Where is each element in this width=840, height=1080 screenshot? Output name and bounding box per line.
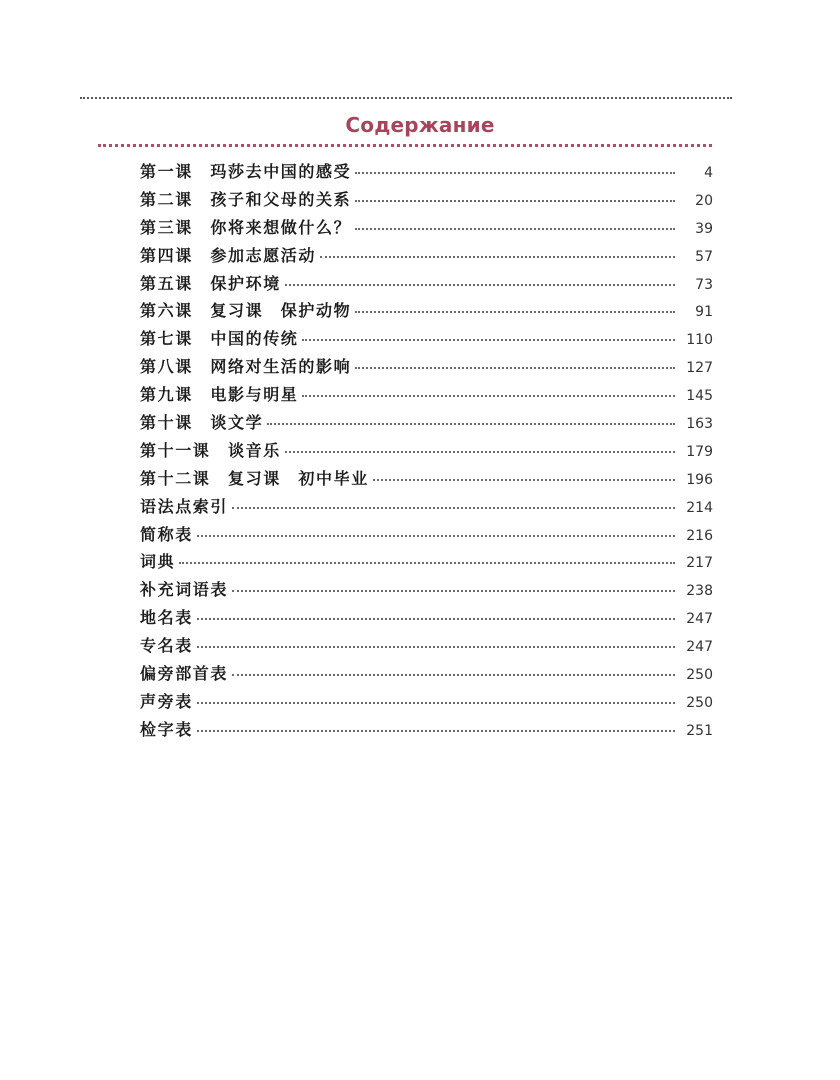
toc-page-number: 57 xyxy=(695,248,713,265)
toc-dot-leader xyxy=(302,395,675,397)
toc-entry[interactable] xyxy=(140,465,713,493)
toc-dot-leader xyxy=(232,507,675,509)
toc-entry-title: 第十一课 谈音乐 xyxy=(140,440,281,460)
toc-page-number: 196 xyxy=(686,471,713,488)
toc-entry[interactable] xyxy=(140,716,713,744)
toc-entry[interactable] xyxy=(140,297,713,325)
toc-dot-leader xyxy=(197,535,675,537)
toc-dot-leader xyxy=(373,479,675,481)
toc-entry-title: 第八课 网络对生活的影响 xyxy=(140,357,352,377)
toc-dot-leader xyxy=(267,423,675,425)
toc-entry[interactable] xyxy=(140,186,713,214)
toc-entry[interactable] xyxy=(140,632,713,660)
toc-entry-title: 第六课 复习课 保护动物 xyxy=(140,301,352,321)
toc-entry-title: 第三课 你将来想做什么？ xyxy=(140,217,352,237)
toc-entry[interactable] xyxy=(140,242,713,270)
toc-page-number: 179 xyxy=(686,443,713,460)
toc-entry[interactable] xyxy=(140,521,713,549)
toc-page-number: 20 xyxy=(695,192,713,209)
toc-dot-leader xyxy=(179,562,675,564)
toc-page-number: 110 xyxy=(686,332,713,349)
toc-page-number: 247 xyxy=(686,639,713,656)
toc-dot-leader xyxy=(285,284,675,286)
toc-entry-title: 第七课 中国的传统 xyxy=(140,329,299,349)
toc-page-number: 216 xyxy=(686,527,713,544)
toc-entry-title: 地名表 xyxy=(140,608,193,628)
toc-dot-leader xyxy=(197,646,675,648)
page-title: Содержание xyxy=(345,113,495,137)
top-dotted-rule xyxy=(80,97,732,99)
toc-entry-title: 词典 xyxy=(140,552,176,572)
toc-entry[interactable] xyxy=(140,493,713,521)
toc-entry-title: 第一课 玛莎去中国的感受 xyxy=(140,162,352,181)
toc-page-number: 145 xyxy=(686,388,713,405)
toc-page-number: 238 xyxy=(686,583,713,600)
toc-entry[interactable] xyxy=(140,576,713,604)
toc-entry[interactable] xyxy=(140,548,713,576)
toc-entry-title: 第四课 参加志愿活动 xyxy=(140,245,317,265)
toc-page-number: 39 xyxy=(695,220,713,237)
toc-page-number: 73 xyxy=(695,276,713,293)
toc-entry-title: 第九课 电影与明星 xyxy=(140,385,299,405)
toc-page-number: 91 xyxy=(695,304,713,321)
toc-entry-title: 第二课 孩子和父母的关系 xyxy=(140,189,352,209)
toc-entry-title: 第十课 谈文学 xyxy=(140,413,264,433)
toc-entry[interactable] xyxy=(140,158,713,186)
toc-entry-title: 声旁表 xyxy=(140,691,193,711)
toc-dot-leader xyxy=(197,702,675,704)
toc-entry-title: 简称表 xyxy=(140,524,193,544)
toc-page-number: 250 xyxy=(686,694,713,711)
toc-entry[interactable] xyxy=(140,270,713,298)
toc-entry[interactable] xyxy=(140,381,713,409)
toc-dot-leader xyxy=(355,367,675,369)
toc-page-number: 4 xyxy=(704,165,713,181)
toc-entry[interactable] xyxy=(140,660,713,688)
toc-dot-leader xyxy=(232,590,675,592)
toc-entry-title: 专名表 xyxy=(140,636,193,656)
toc-page-number: 127 xyxy=(686,360,713,377)
toc-dot-leader xyxy=(197,730,675,732)
toc-dot-leader xyxy=(232,674,675,676)
toc-page-number: 163 xyxy=(686,416,713,433)
toc-dot-leader xyxy=(320,256,675,258)
toc-entry-title: 偏旁部首表 xyxy=(140,664,229,684)
toc-dot-leader xyxy=(355,200,675,202)
table-of-contents xyxy=(140,158,713,744)
toc-entry[interactable] xyxy=(140,353,713,381)
toc-page-number: 251 xyxy=(686,722,713,739)
toc-page-number: 217 xyxy=(686,555,713,572)
toc-entry-title: 检字表 xyxy=(140,719,193,739)
toc-entry-title: 第十二课 复习课 初中毕业 xyxy=(140,468,369,488)
toc-dot-leader xyxy=(302,339,675,341)
toc-dot-leader xyxy=(197,618,675,620)
toc-entry-title: 第五课 保护环境 xyxy=(140,273,281,293)
toc-entry-title: 语法点索引 xyxy=(140,496,229,516)
toc-dot-leader xyxy=(355,228,675,230)
toc-entry[interactable] xyxy=(140,604,713,632)
title-dotted-rule xyxy=(98,144,712,147)
toc-page-number: 250 xyxy=(686,667,713,684)
toc-entry[interactable] xyxy=(140,409,713,437)
toc-page-number: 214 xyxy=(686,499,713,516)
toc-entry[interactable] xyxy=(140,437,713,465)
toc-dot-leader xyxy=(355,311,675,313)
toc-dot-leader xyxy=(285,451,675,453)
toc-entry[interactable] xyxy=(140,325,713,353)
toc-entry[interactable] xyxy=(140,688,713,716)
toc-entry-title: 补充词语表 xyxy=(140,580,229,600)
toc-dot-leader xyxy=(355,172,675,174)
toc-entry[interactable] xyxy=(140,214,713,242)
toc-page-number: 247 xyxy=(686,611,713,628)
